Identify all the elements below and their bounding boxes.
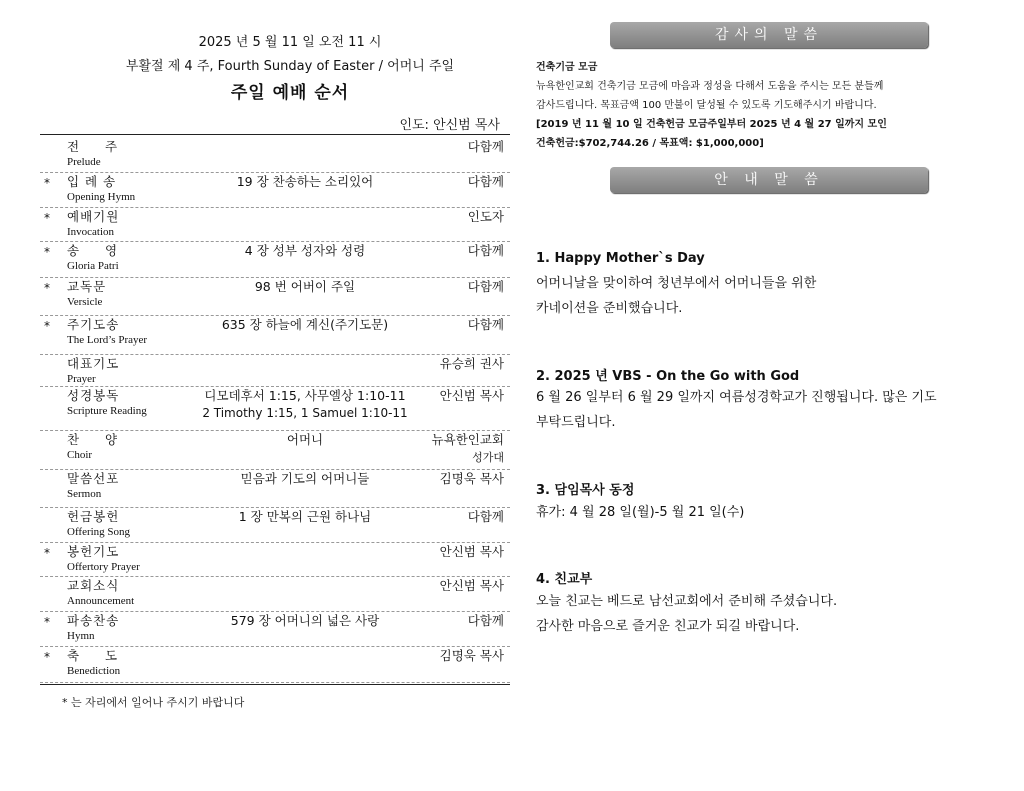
order-item-korean: 봉헌기도: [67, 544, 120, 559]
season-line: 부활절 제 4 주, Fourth Sunday of Easter / 어머니 주일: [125, 59, 455, 74]
announcement-line: 부탁드립니다.: [536, 415, 616, 430]
order-item-detail: 어머니: [286, 432, 324, 447]
order-item-leader: 다함께: [467, 139, 504, 154]
order-item-leader: 다함께: [467, 509, 504, 524]
order-item-korean: 주기도송: [67, 317, 120, 332]
announcement-line: 6 월 26 일부터 6 월 29 일까지 여름성경학교가 진행됩니다. 많은 기도: [536, 390, 937, 405]
order-item-leader: 인도자: [467, 209, 504, 224]
order-item-english: Benediction: [67, 665, 121, 677]
order-item-english: Scripture Reading: [67, 405, 147, 417]
order-row: [40, 430, 510, 470]
stand-marker: *: [44, 319, 50, 333]
footnote: * 는 자리에서 일어나 주시기 바랍니다: [62, 696, 245, 709]
order-item-leader: 뉴욕한인교회: [431, 432, 504, 447]
order-item-korean: 성경봉독: [67, 388, 120, 403]
order-item-detail: 635 장 하늘에 계신(주기도문): [221, 317, 389, 332]
order-item-detail: 98 번 어버이 주일: [254, 279, 356, 294]
announcement-line: 카네이션을 준비했습니다.: [536, 301, 683, 316]
order-row: [40, 354, 510, 387]
stand-marker: *: [44, 176, 50, 190]
top-rule: [40, 134, 510, 135]
order-item-english: Prayer: [67, 373, 96, 385]
thanks-banner: 감사의 말씀: [610, 22, 928, 48]
order-item-korean: 말씀선포: [67, 471, 120, 486]
order-item-korean: 찬 양: [67, 432, 119, 447]
order-row: [40, 315, 510, 355]
order-item-leader: 안신범 목사: [439, 388, 504, 403]
order-item-korean: 교회소식: [67, 578, 120, 593]
announcements-banner: 안 내 말 씀: [610, 167, 928, 193]
order-item-korean: 축 도: [67, 648, 119, 663]
order-item-korean: 교독문: [67, 279, 107, 294]
announcement-line: 오늘 친교는 베드로 남선교회에서 준비해 주셨습니다.: [536, 594, 838, 609]
order-item-detail-english: 2 Timothy 1:15, 1 Samuel 1:10-11: [202, 406, 408, 420]
order-item-english: Prelude: [67, 156, 101, 168]
order-row: [40, 646, 510, 683]
order-row: [40, 277, 510, 316]
thanks-line-1: 뉴욕한인교회 건축기금 모금에 마음과 정성을 다해서 도움을 주시는 모든 분들께: [536, 81, 884, 92]
order-item-korean: 파송찬송: [67, 613, 120, 628]
announcement-line: 휴가: 4 월 28 일(월)-5 월 21 일(수): [536, 505, 745, 520]
order-row: [40, 507, 510, 543]
stand-marker: *: [44, 650, 50, 664]
order-item-detail: 579 장 어머니의 넓은 사랑: [230, 613, 380, 628]
leader-label: 인도: 안신범 목사: [399, 118, 500, 133]
announcement-title-1: 1. Happy Mother`s Day: [536, 251, 705, 266]
order-item-leader: 다함께: [467, 613, 504, 628]
thanks-line-4: 건축헌금:$702,744.26 / 목표액: $1,000,000]: [536, 138, 764, 149]
order-item-english: Offertory Prayer: [67, 561, 140, 573]
thanks-heading: 건축기금 모금: [536, 62, 598, 73]
order-item-english: Offering Song: [67, 526, 131, 538]
order-item-detail: 믿음과 기도의 어머니들: [240, 471, 370, 486]
order-item-leader: 다함께: [467, 174, 504, 189]
order-item-leader-line2: 성가대: [472, 451, 504, 464]
order-item-english: Gloria Patri: [67, 260, 119, 272]
announcement-line: 감사한 마음으로 즐거운 친교가 되길 바랍니다.: [536, 619, 800, 634]
order-item-leader: 다함께: [467, 243, 504, 258]
order-row: [40, 386, 510, 431]
order-item-detail: 4 장 성부 성자와 성령: [244, 243, 366, 258]
order-item-detail: 19 장 찬송하는 소리있어: [236, 174, 374, 189]
order-item-leader: 김명욱 목사: [439, 648, 504, 663]
announcement-title-2: 2. 2025 년 VBS - On the Go with God: [536, 369, 800, 384]
order-item-korean: 헌금봉헌: [67, 509, 120, 524]
thanks-line-3: [2019 년 11 월 10 일 건축헌금 모금주일부터 2025 년 4 월 27 일까지 모인: [536, 119, 887, 130]
stand-marker: *: [44, 281, 50, 295]
order-row: [40, 576, 510, 612]
order-item-detail: 1 장 만복의 근원 하나님: [238, 509, 372, 524]
order-row: [40, 469, 510, 508]
announcement-line: 어머니날을 맞이하여 청년부에서 어머니들을 위한: [536, 276, 817, 291]
stand-marker: *: [44, 546, 50, 560]
stand-marker: *: [44, 211, 50, 225]
order-item-detail: 디모데후서 1:15, 사무엘상 1:10-11: [204, 388, 406, 403]
order-item-korean: 전 주: [67, 139, 119, 154]
announcement-title-3: 3. 담임목사 동정: [536, 483, 635, 498]
order-row: [40, 172, 510, 208]
order-row: [40, 542, 510, 577]
order-item-english: Announcement: [67, 595, 135, 607]
stand-marker: *: [44, 245, 50, 259]
order-row: [40, 137, 510, 173]
order-item-leader: 김명욱 목사: [439, 471, 504, 486]
order-item-english: The Lord’s Prayer: [67, 334, 148, 346]
order-row: [40, 207, 510, 242]
order-item-english: Choir: [67, 449, 93, 461]
order-row: [40, 241, 510, 278]
bottom-rule: [40, 684, 510, 685]
order-item-english: Versicle: [67, 296, 103, 308]
order-item-korean: 입 례 송: [67, 174, 117, 189]
announcement-title-4: 4. 친교부: [536, 572, 593, 587]
service-date: 2025 년 5 월 11 일 오전 11 시: [198, 35, 382, 50]
order-item-english: Invocation: [67, 226, 115, 238]
order-item-korean: 예배기원: [67, 209, 120, 224]
order-item-korean: 대표기도: [67, 356, 120, 371]
order-item-english: Hymn: [67, 630, 95, 642]
order-item-leader: 안신범 목사: [439, 578, 504, 593]
order-item-leader: 다함께: [467, 317, 504, 332]
page-title: 주일 예배 순서: [230, 83, 350, 103]
order-item-leader: 안신범 목사: [439, 544, 504, 559]
order-item-english: Opening Hymn: [67, 191, 136, 203]
order-item-leader: 다함께: [467, 279, 504, 294]
thanks-line-2: 감사드립니다. 목표금액 100 만불이 달성될 수 있도록 기도해주시기 바랍니다.: [536, 100, 877, 111]
stand-marker: *: [44, 615, 50, 629]
order-item-korean: 송 영: [67, 243, 119, 258]
order-item-leader: 유승희 권사: [439, 356, 504, 371]
order-row: [40, 611, 510, 647]
order-item-english: Sermon: [67, 488, 102, 500]
